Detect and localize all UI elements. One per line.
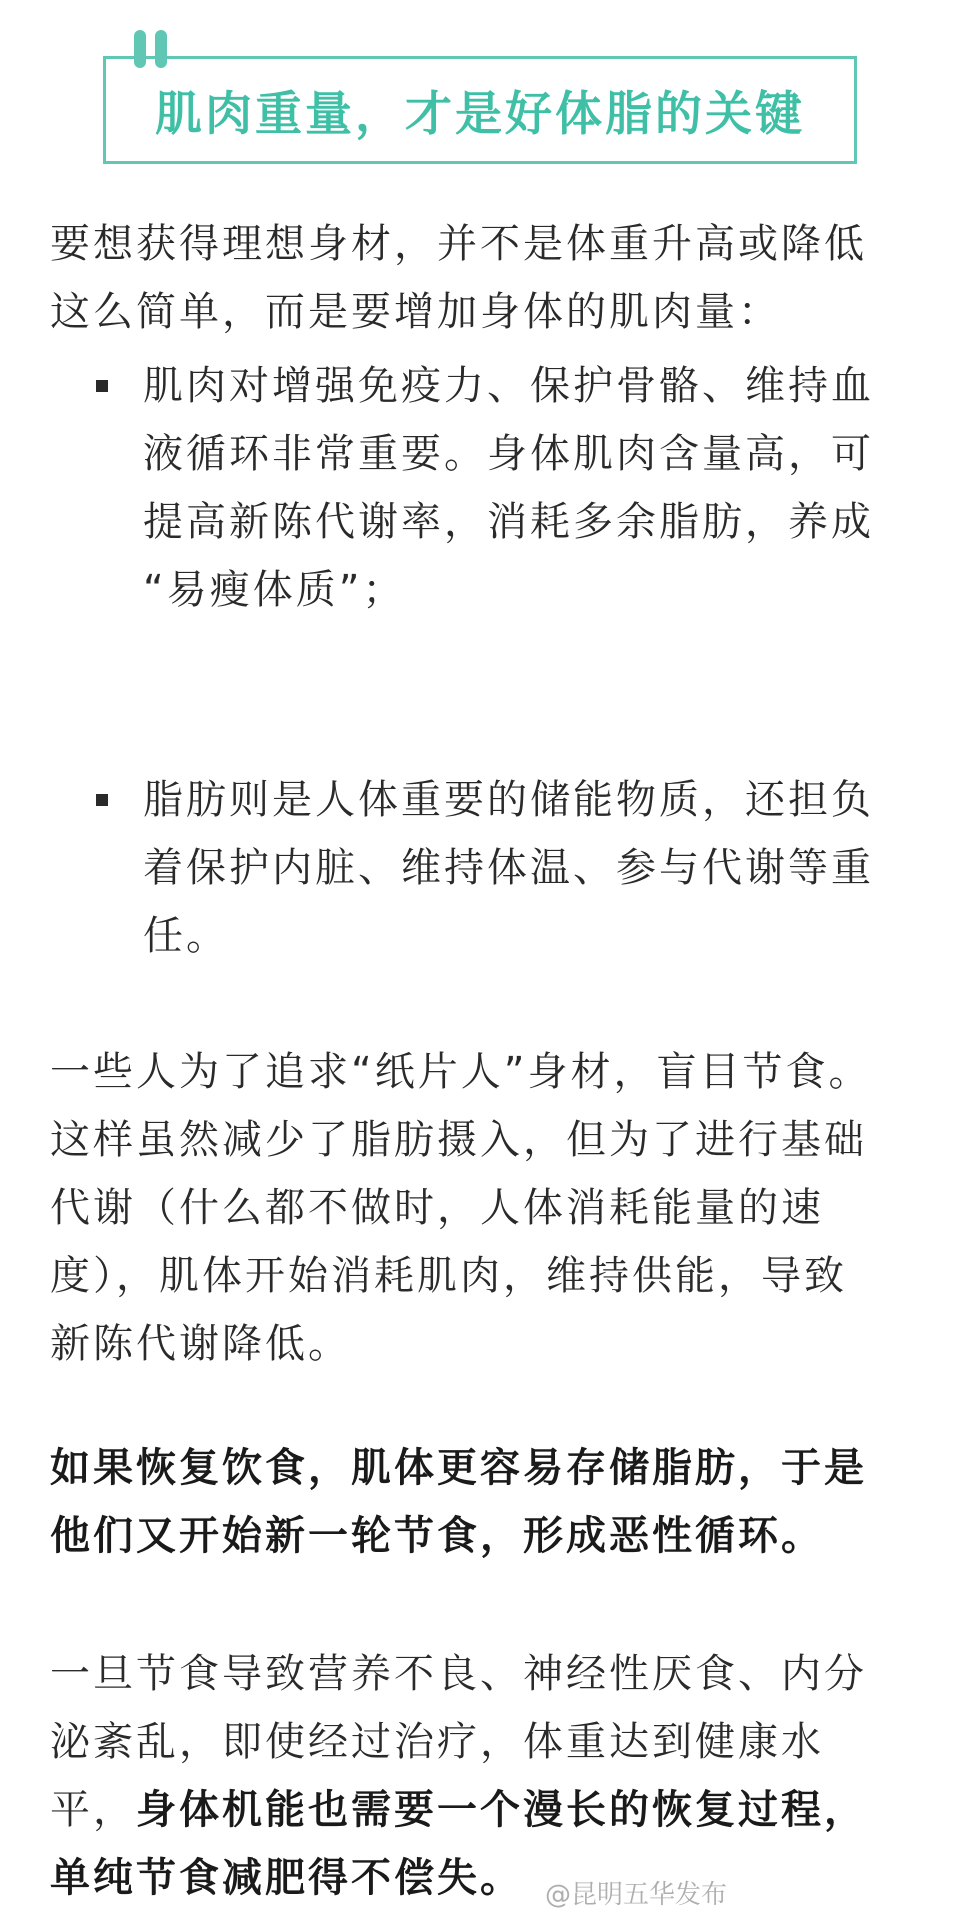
bullet-line: “易瘦体质”； [143, 567, 406, 613]
paragraph-vicious-cycle [50, 1434, 920, 1570]
paragraph-line: 新陈代谢降低。 [50, 1321, 351, 1367]
intro-paragraph [50, 210, 920, 346]
bullet-line: 着保护内脏、维持体温、参与代谢等重 [143, 845, 874, 891]
paragraph-line: 代谢（什么都不做时，人体消耗能量的速 [50, 1185, 824, 1231]
bullet-text [143, 352, 923, 624]
paragraph-line: 一些人为了追求“纸片人”身材，盲目节食。 [50, 1049, 872, 1095]
paragraph-text-normal: 平， [50, 1787, 136, 1833]
watermark: @昆明五华发布 [545, 1880, 728, 1910]
paragraph-line: 度），肌体开始消耗肌肉，维持供能，导致 [50, 1253, 847, 1299]
intro-line: 这么简单，而是要增加身体的肌肉量： [50, 289, 781, 335]
paragraph-recovery [50, 1640, 920, 1912]
paragraph-line: 这样虽然减少了脂肪摄入，但为了进行基础 [50, 1117, 867, 1163]
bullet-text [143, 766, 923, 970]
bullet-line: 肌肉对增强免疫力、保护骨骼、维持血 [143, 363, 874, 409]
paragraph-line: 如果恢复饮食，肌体更容易存储脂肪，于是 [50, 1445, 867, 1491]
paragraph-dieting [50, 1038, 920, 1378]
paragraph-line: 泌紊乱，即使经过治疗，体重达到健康水 [50, 1719, 824, 1765]
paragraph-text-bold: 身体机能也需要一个漫长的恢复过程， [136, 1787, 867, 1833]
title-box [103, 56, 857, 164]
paragraph-line: 一旦节食导致营养不良、神经性厌食、内分 [50, 1651, 867, 1697]
bullet-square-icon [96, 380, 108, 392]
bullet-square-icon [96, 794, 108, 806]
bullet-line: 提高新陈代谢率，消耗多余脂肪，养成 [143, 499, 874, 545]
paragraph-line: 他们又开始新一轮节食，形成恶性循环。 [50, 1513, 824, 1559]
paragraph-line-bold: 单纯节食减肥得不偿失。 [50, 1855, 523, 1901]
bullet-line: 液循环非常重要。身体肌肉含量高，可 [143, 431, 874, 477]
paragraph-line-mixed [50, 1776, 920, 1844]
page-title: 肌肉重量，才是好体脂的关键 [155, 86, 805, 142]
bullet-line: 任。 [143, 913, 229, 959]
intro-line: 要想获得理想身材，并不是体重升高或降低 [50, 221, 867, 267]
bullet-line: 脂肪则是人体重要的储能物质，还担负 [143, 777, 874, 823]
